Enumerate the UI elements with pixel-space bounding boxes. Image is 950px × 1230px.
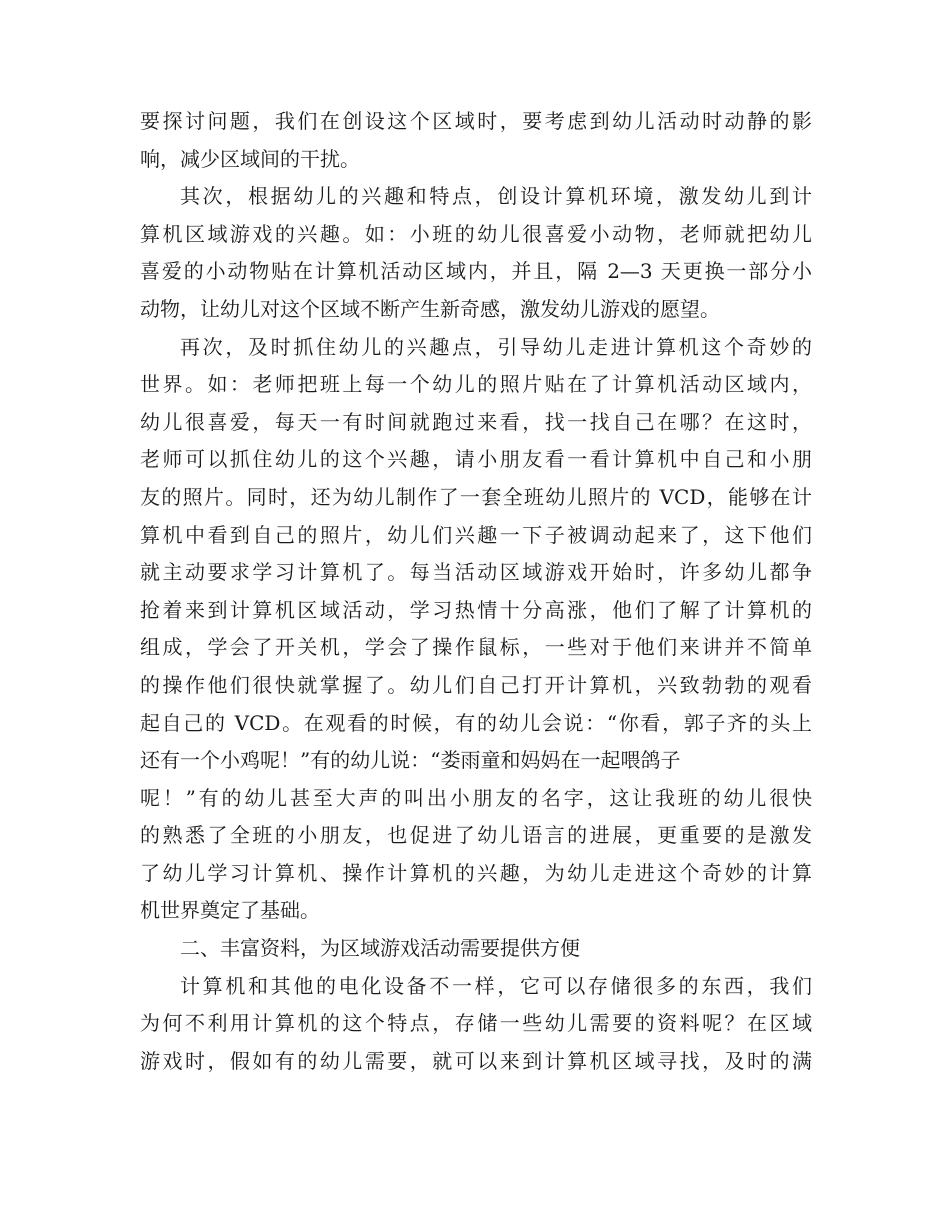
body-text: [140, 103, 812, 1080]
text-line: 呢！”有的幼儿甚至大声的叫出小朋友的名字，这让我班的幼儿很快: [140, 785, 812, 810]
text-line: 游戏时，假如有的幼儿需要，就可以来到计算机区域寻找，及时的满: [140, 1048, 812, 1073]
text-line: 算机区域游戏的兴趣。如：小班的幼儿很喜爱小动物，老师就把幼儿: [140, 221, 812, 246]
text-line: 的操作他们很快就掌握了。幼儿们自己打开计算机，兴致勃勃的观看: [140, 672, 812, 697]
text-line: 其次，根据幼儿的兴趣和特点，创设计算机环境，激发幼儿到计: [180, 184, 812, 209]
text-line: 为何不利用计算机的这个特点，存储一些幼儿需要的资料呢？在区域: [140, 1011, 812, 1036]
text-line: 了幼儿学习计算机、操作计算机的兴趣，为幼儿走进这个奇妙的计算: [140, 860, 812, 885]
text-line: 再次，及时抓住幼儿的兴趣点，引导幼儿走进计算机这个奇妙的: [180, 334, 812, 359]
text-line: 的熟悉了全班的小朋友，也促进了幼儿语言的进展，更重要的是激发: [140, 823, 812, 848]
text-line: 世界。如：老师把班上每一个幼儿的照片贴在了计算机活动区域内，: [140, 372, 812, 397]
text-line: 二、丰富资料，为区域游戏活动需要提供方便: [180, 936, 580, 961]
text-line: 幼儿很喜爱，每天一有时间就跑过来看，找一找自己在哪？在这时，: [140, 409, 812, 434]
text-line: 喜爱的小动物贴在计算机活动区域内，并且，隔 2—3 天更换一部分小: [140, 259, 812, 284]
text-line: 响，减少区域间的干扰。: [140, 146, 360, 171]
text-line: 老师可以抓住幼儿的这个兴趣，请小朋友看一看计算机中自己和小朋: [140, 447, 812, 472]
text-line: 抢着来到计算机区域活动，学习热情十分高涨，他们了解了计算机的: [140, 597, 812, 622]
text-line: 还有一个小鸡呢！”有的幼儿说：“娄雨童和妈妈在一起喂鸽子: [140, 748, 681, 773]
text-line: 要探讨问题，我们在创设这个区域时，要考虑到幼儿活动时动静的影: [140, 109, 812, 133]
text-line: 算机中看到自己的照片，幼儿们兴趣一下子被调动起来了，这下他们: [140, 522, 812, 547]
text-line: 组成，学会了开关机，学会了操作鼠标，一些对于他们来讲并不简单: [140, 635, 812, 660]
text-line: 起自己的 VCD。在观看的时候，有的幼儿会说：“你看，郭子齐的头上: [140, 710, 812, 735]
text-line: 动物，让幼儿对这个区域不断产生新奇感，激发幼儿游戏的愿望。: [140, 296, 720, 321]
text-line: 计算机和其他的电化设备不一样，它可以存储很多的东西，我们: [180, 973, 812, 998]
text-line: 机世界奠定了基础。: [140, 898, 320, 923]
text-line: 就主动要求学习计算机了。每当活动区域游戏开始时，许多幼儿都争: [140, 560, 812, 585]
text-line: 友的照片。同时，还为幼儿制作了一套全班幼儿照片的 VCD，能够在计: [140, 484, 812, 509]
